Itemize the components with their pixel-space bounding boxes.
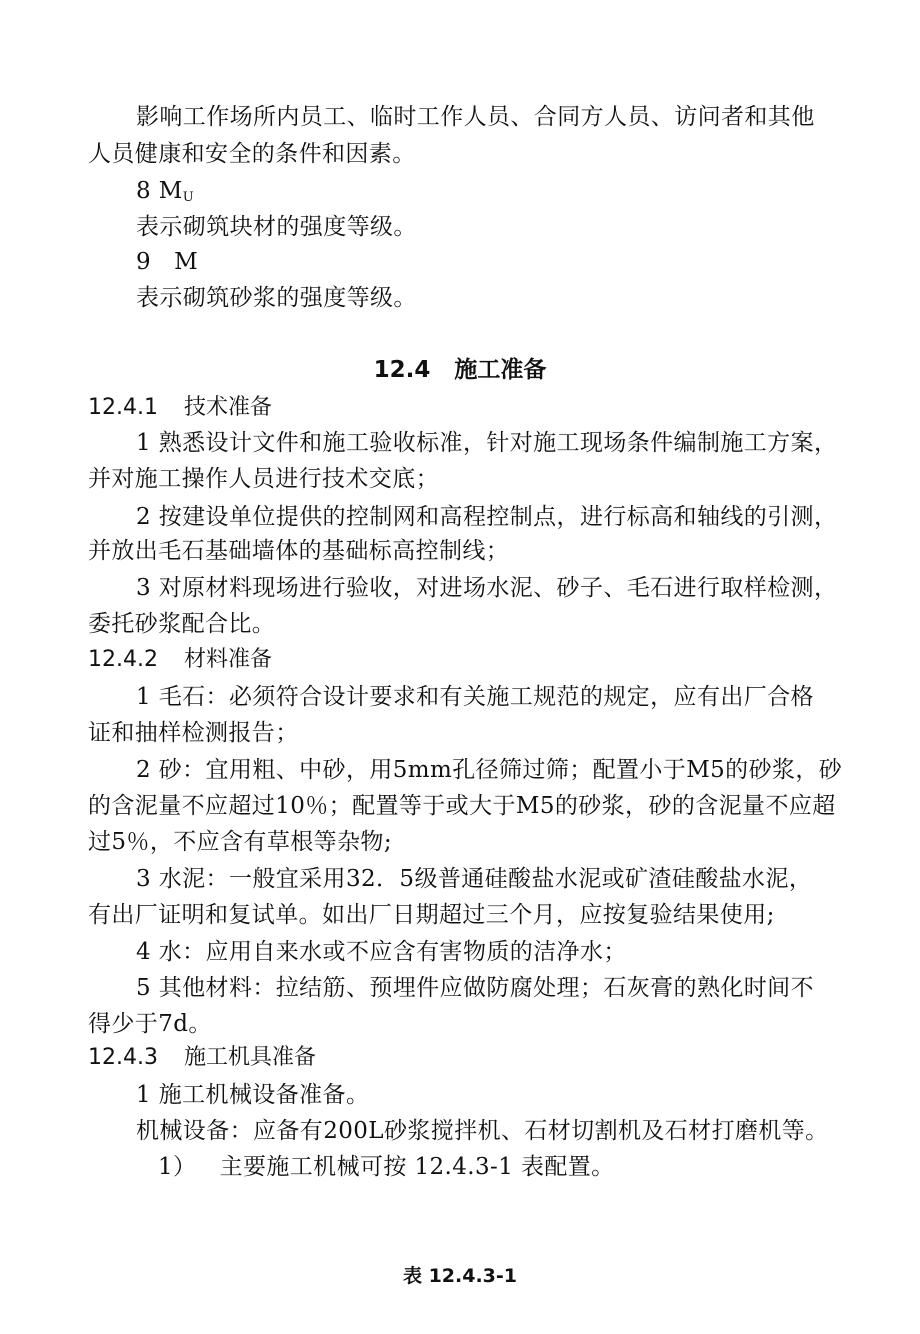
subsection-heading xyxy=(88,393,272,423)
subsection-number: 12.4.2 xyxy=(88,647,158,672)
body-text: 并放出毛石基础墙体的基础标高控制线； xyxy=(88,538,510,564)
subsection-title: 材料准备 xyxy=(184,647,273,672)
section-title: 12.4 施工准备 xyxy=(373,357,547,383)
term-description: 表示砌筑砂浆的强度等级。 xyxy=(136,285,417,311)
body-text: 4 水：应用自来水或不应含有害物质的洁净水； xyxy=(136,939,627,965)
body-text: 机械设备：应备有200L砂浆搅拌机、石材切割机及石材打磨机等。 xyxy=(136,1118,829,1144)
term-number: 8 xyxy=(136,178,152,204)
body-text: 1 毛石：必须符合设计要求和有关施工规范的规定，应有出厂合格 xyxy=(136,684,814,710)
subsection-heading xyxy=(88,1043,316,1073)
term-m: 9 M xyxy=(136,249,199,275)
term-description: 表示砌筑块材的强度等级。 xyxy=(136,214,417,240)
subsection-title: 施工机具准备 xyxy=(184,1045,317,1070)
body-text: 5 其他材料：拉结筋、预埋件应做防腐处理；石灰膏的熟化时间不 xyxy=(136,975,814,1001)
term-mu xyxy=(136,176,194,213)
body-text: 委托砂浆配合比。 xyxy=(88,611,276,637)
body-text: 3 水泥：一般宜采用32．5级普通硅酸盐水泥或矿渣硅酸盐水泥， xyxy=(136,866,813,892)
body-text: 有出厂证明和复试单。如出厂日期超过三个月，应按复验结果使用; xyxy=(88,902,775,928)
body-text: 并对施工操作人员进行技术交底； xyxy=(88,466,439,492)
term-subscript: U xyxy=(182,190,195,205)
subsection-title: 技术准备 xyxy=(184,395,273,420)
body-text: 1 施工机械设备准备。 xyxy=(136,1082,370,1108)
subsection-number: 12.4.1 xyxy=(88,395,158,420)
subsection-heading xyxy=(88,645,272,675)
body-text: 的含泥量不应超过10％；配置等于或大于M5的砂浆，砂的含泥量不应超 xyxy=(88,793,836,819)
term-symbol: M xyxy=(158,178,183,204)
body-text: 影响工作场所内员工、临时工作人员、合同方人员、访问者和其他 xyxy=(136,104,815,130)
body-text: 过5％，不应含有草根等杂物; xyxy=(88,829,392,855)
table-caption: 表 12.4.3-1 xyxy=(402,1265,518,1287)
body-text: 3 对原材料现场进行验收，对进场水泥、砂子、毛石进行取样检测， xyxy=(136,575,838,601)
subsection-number: 12.4.3 xyxy=(88,1045,158,1070)
body-text: 1 熟悉设计文件和施工验收标准，针对施工现场条件编制施工方案， xyxy=(136,430,838,456)
body-text: 2 砂：宜用粗、中砂，用5mm孔径筛过筛；配置小于M5的砂浆，砂 xyxy=(136,757,843,783)
body-text: 得少于7d。 xyxy=(88,1011,212,1037)
body-text: 2 按建设单位提供的控制网和高程控制点，进行标高和轴线的引测， xyxy=(136,504,838,530)
body-text: 证和抽样检测报告； xyxy=(88,720,299,746)
body-text: 人员健康和安全的条件和因素。 xyxy=(88,141,416,167)
body-text: 1） 主要施工机械可按 12.4.3-1 表配置。 xyxy=(158,1154,615,1180)
